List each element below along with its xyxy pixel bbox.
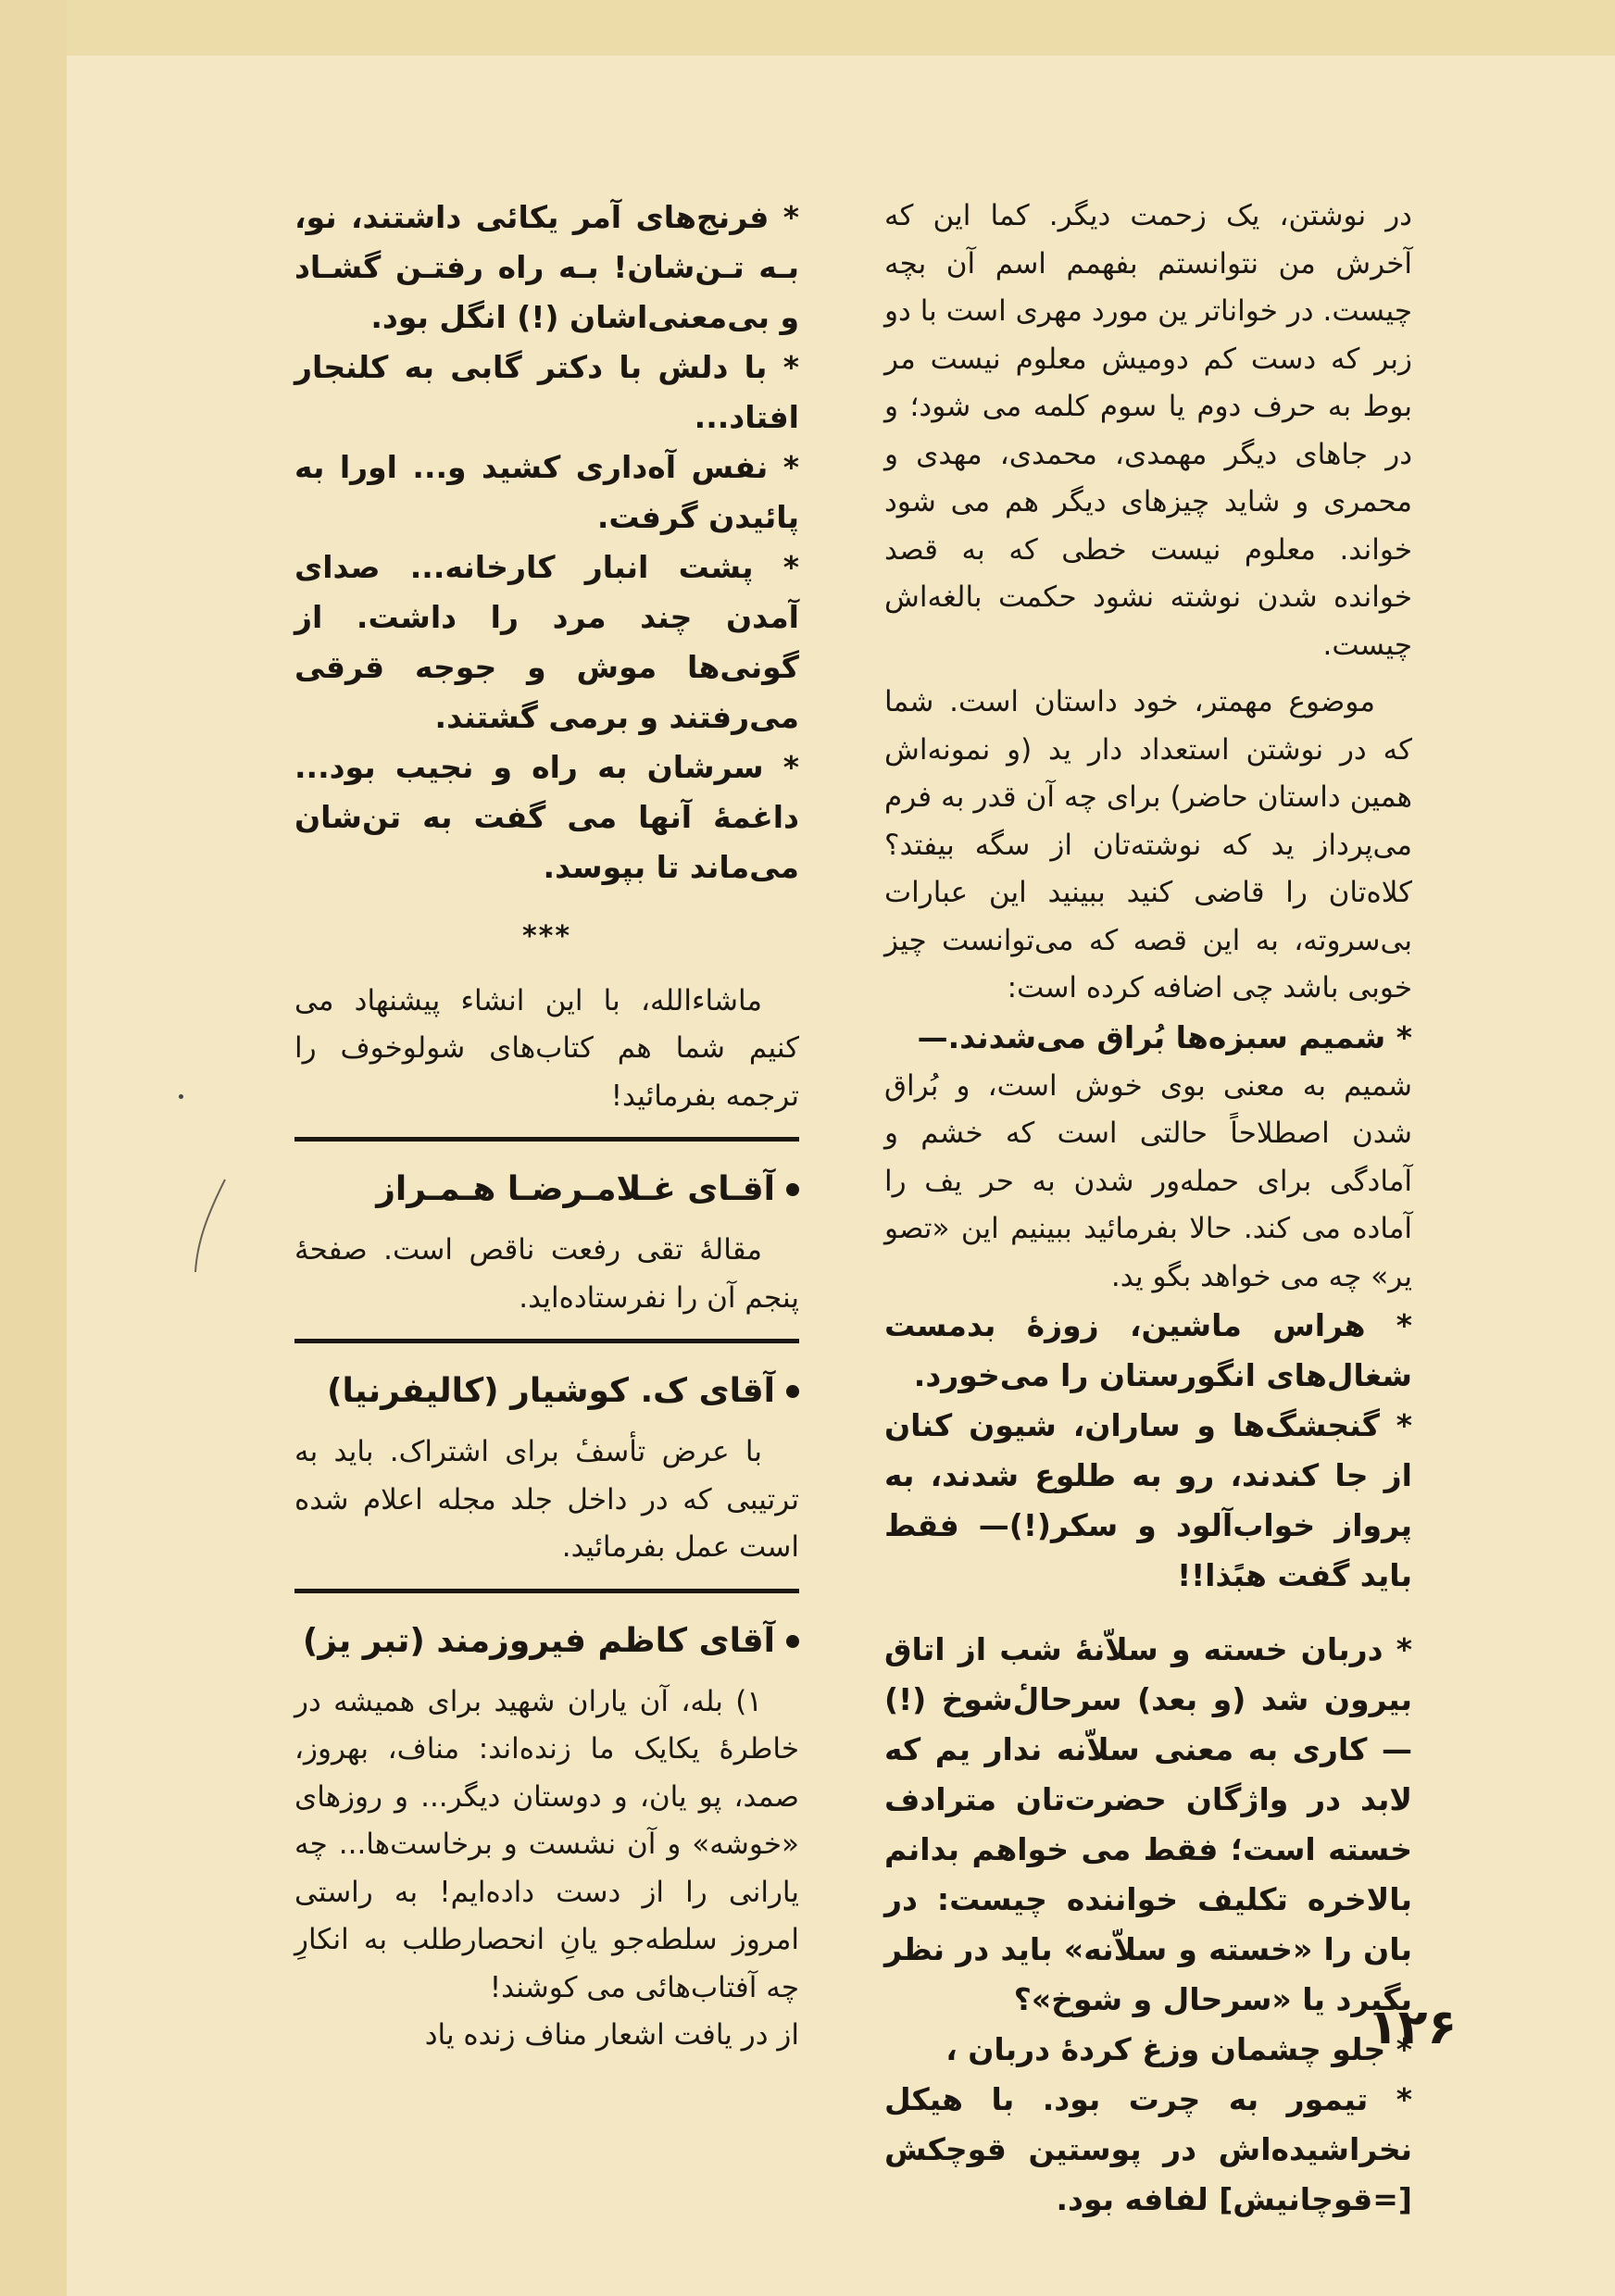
- quote-line: * هراس ماشین، زوزهٔ بدمست شغال‌های انگورستان را می‌خورد.: [884, 1307, 1412, 1393]
- left-margin-strip: [0, 0, 67, 2296]
- quote-line: * تیمور به چرت بود. با هیکل نخراشیده‌اش در پوستین قوچکش [=قوچانیش] لفافه بود.: [884, 2081, 1412, 2217]
- paragraph: شمیم به معنی بوی خوش است، و بُراق شدن اصطلاحاً حالتی است که خشم و آمادگی برای حمله‌ور شدن به حر یف را آماده می کند. حالا بفرمائید ببینیم این «تصو یر» چه می خواهد بگو ید.: [884, 1068, 1412, 1293]
- reply-body-continued: از در یافت اشعار مناف زنده یاد: [424, 2018, 799, 2052]
- quote-line: * گنجشگ‌ها و ساران، شیون کنان از جا کندند، رو به طلوع شدند، به پرواز خواب‌آلود و سکر(!)— فقط باید گفت هبًذا!!: [884, 1407, 1412, 1593]
- paragraph: در نوشتن، یک زحمت دیگر. کما این که آخرش من نتوانستم بفهمم اسم آن بچه چیست. در خواناتر ین مورد مهری است با دو زبر که دست کم دومیش معلوم نیست مر بوط به حرف دوم یا سوم کلمه می شود؛ و در جاهای دیگر مهمدی، محمدی، مهدی و محمری و شاید چیزهای دیگر هم می شود خواند. معلوم نیست خطی که به قصد خوانده شدن نوشته نشود حکمت بالغه‌اش چیست.: [884, 199, 1412, 662]
- bullet-icon: [786, 1635, 799, 1648]
- closing-paragraph: ماشاءالله، با این انشاء پیشنهاد می کنیم شما هم کتاب‌های شولوخوف را ترجمه بفرمائید!: [294, 983, 799, 1113]
- paragraph: موضوع مهمتر، خود داستان است. شما که در نوشتن استعداد دار ید (و نمونه‌اش همین داستان حاضر) برای چه آن قدر به فرم می‌پرداز ید که نوشته‌تان از سگه بیفتد؟ کلاه‌تان را قاضی کنید ببینید این عبارات بی‌سروته، به این قصه که می‌توانست چیز خوبی باشد چی اضافه کرده است:: [884, 685, 1412, 1004]
- quote-line: * پشت انبار کارخانه... صدای آمدن چند مرد را داشت. از گونی‌ها موش و جوجه قرقی می‌رفتند و برمی گشتند.: [294, 549, 799, 735]
- pencil-mark-icon: [190, 1176, 231, 1278]
- reply-body: با عرض تأسفٔ برای اشتراک. باید به ترتیبی که در داخل جلد مجله اعلام شده است عمل بفرمائید.: [294, 1435, 799, 1564]
- right-column: [884, 193, 1412, 2225]
- quote-line: * شمیم سبزه‌ها بُراق می‌شدند.—: [917, 1018, 1412, 1055]
- bullet-icon: [786, 1385, 799, 1398]
- top-margin-strip: [0, 0, 1615, 56]
- quote-line: * سرشان به راه و نجیب بود... داغمهٔ آنها می گفت به تن‌شان می‌ماند تا بپوسد.: [294, 749, 799, 885]
- reply-recipient: آقـای غـلامـرضـا هـمـراز: [376, 1170, 775, 1208]
- page-number: ۱۲۶: [1369, 2000, 1458, 2055]
- reply-recipient: آقای کاظم فیروزمند (تبر یز): [302, 1621, 775, 1660]
- quote-line: * جلو چشمان وزغ کردهٔ دربان ،: [945, 2031, 1412, 2067]
- reply-recipient: آقای ک. کوشیار (کالیفرنیا): [326, 1372, 775, 1410]
- divider-rule: [294, 1589, 799, 1593]
- left-column: [294, 193, 799, 2060]
- bullet-icon: [786, 1183, 799, 1196]
- quote-line: * با دلش با دکتر گابی به کلنجار افتاد...: [294, 349, 799, 435]
- divider-rule: [294, 1137, 799, 1142]
- divider-rule: [294, 1339, 799, 1343]
- reply-body: مقالهٔ تقی رفعت ناقص است. صفحهٔ پنجم آن را نفرستاده‌اید.: [294, 1233, 799, 1315]
- section-separator-stars: ***: [521, 920, 572, 953]
- quote-line: * نفس آه‌داری کشید و... اورا به پائیدن گرفت.: [294, 449, 799, 535]
- reply-heading: [294, 1364, 799, 1419]
- ink-dot: [179, 1094, 183, 1099]
- reply-body: ۱) بله، آن یاران شهید برای همیشه در خاطرهٔ یکایک ما زنده‌اند: مناف، بهروز، صمد، پو یان، و دوستان دیگر... و روزهای «خوشه» و آن نشست و برخاست‌ها... چه یارانی را از دست داده‌ایم! به راستی امروز سلطه‌جو یانِ انحصارطلب به انکارِ چه آفتاب‌هائی می کوشند!: [294, 1684, 799, 2004]
- quote-line: * دربان خسته و سلاّنه‌ٔ شب از اتاق بیرون شد (و بعد) سرحال‌ٔشوخ (!)— کاری به معنی سلاّنه ندار یم که لابد در واژگان حضرت‌تان مترادف خسته است؛ فقط می خواهم بدانم بالاخره تکلیف خواننده چیست: در بان را «خسته و سلاّنه» باید در نظر بگیرد یا «سرحال و شوخ»؟: [884, 1631, 1412, 2017]
- reply-heading: [294, 1614, 799, 1669]
- quote-line: * فرنج‌های آمر یکائی داشتند، نو، بـه تـن‌شان! بـه راه رفتـن گشـاد و بی‌معنی‌اشان (!) انگل بود.: [294, 199, 799, 335]
- reply-heading: [294, 1162, 799, 1217]
